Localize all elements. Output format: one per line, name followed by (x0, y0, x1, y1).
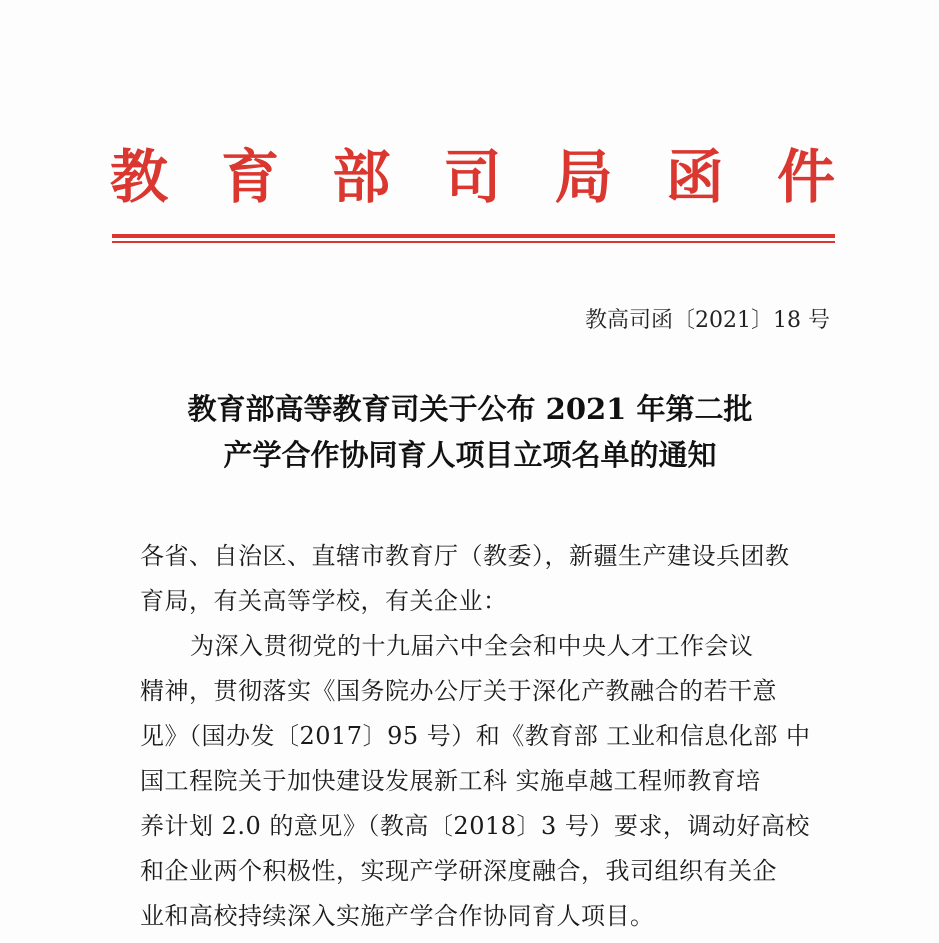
body-line: 和企业两个积极性，实现产学研深度融合，我司组织有关企 (140, 857, 777, 885)
body-line: 见》（国办发〔2017〕95 号）和《教育部 工业和信息化部 中 (140, 722, 811, 750)
body-line: 精神，贯彻落实《国务院办公厅关于深化产教融合的若干意 (140, 677, 777, 705)
letterhead-rule-thick (112, 234, 835, 238)
body-line: 各省、自治区、直辖市教育厅（教委），新疆生产建设兵团教 (140, 542, 790, 570)
body-line: 养计划 2.0 的意见》（教高〔2018〕3 号）要求，调动好高校 (140, 812, 810, 840)
letterhead-rule-thin (112, 241, 835, 243)
body-line: 国工程院关于加快建设发展新工科 实施卓越工程师教育培 (140, 767, 761, 795)
letterhead-char: 函 (665, 143, 724, 211)
body-line: 业和高校持续深入实施产学合作协同育人项目。 (140, 902, 655, 930)
document-number: 教高司函〔2021〕18 号 (585, 308, 830, 333)
letterhead-char: 教 (110, 143, 169, 211)
body-line: 育局，有关高等学校，有关企业： (140, 587, 508, 615)
letterhead-char: 育 (221, 143, 280, 211)
body-line: 为深入贯彻党的十九届六中全会和中央人才工作会议 (190, 632, 754, 660)
letterhead-char: 局 (554, 143, 613, 211)
letterhead-char: 件 (776, 143, 835, 211)
letterhead-char: 部 (332, 143, 391, 211)
document-body (140, 534, 832, 939)
title-line: 教育部高等教育司关于公布 2021 年第二批 (187, 392, 753, 426)
document-title (120, 386, 820, 478)
title-line: 产学合作协同育人项目立项名单的通知 (223, 438, 717, 472)
letterhead-title (110, 140, 835, 214)
letterhead-char: 司 (443, 143, 502, 211)
